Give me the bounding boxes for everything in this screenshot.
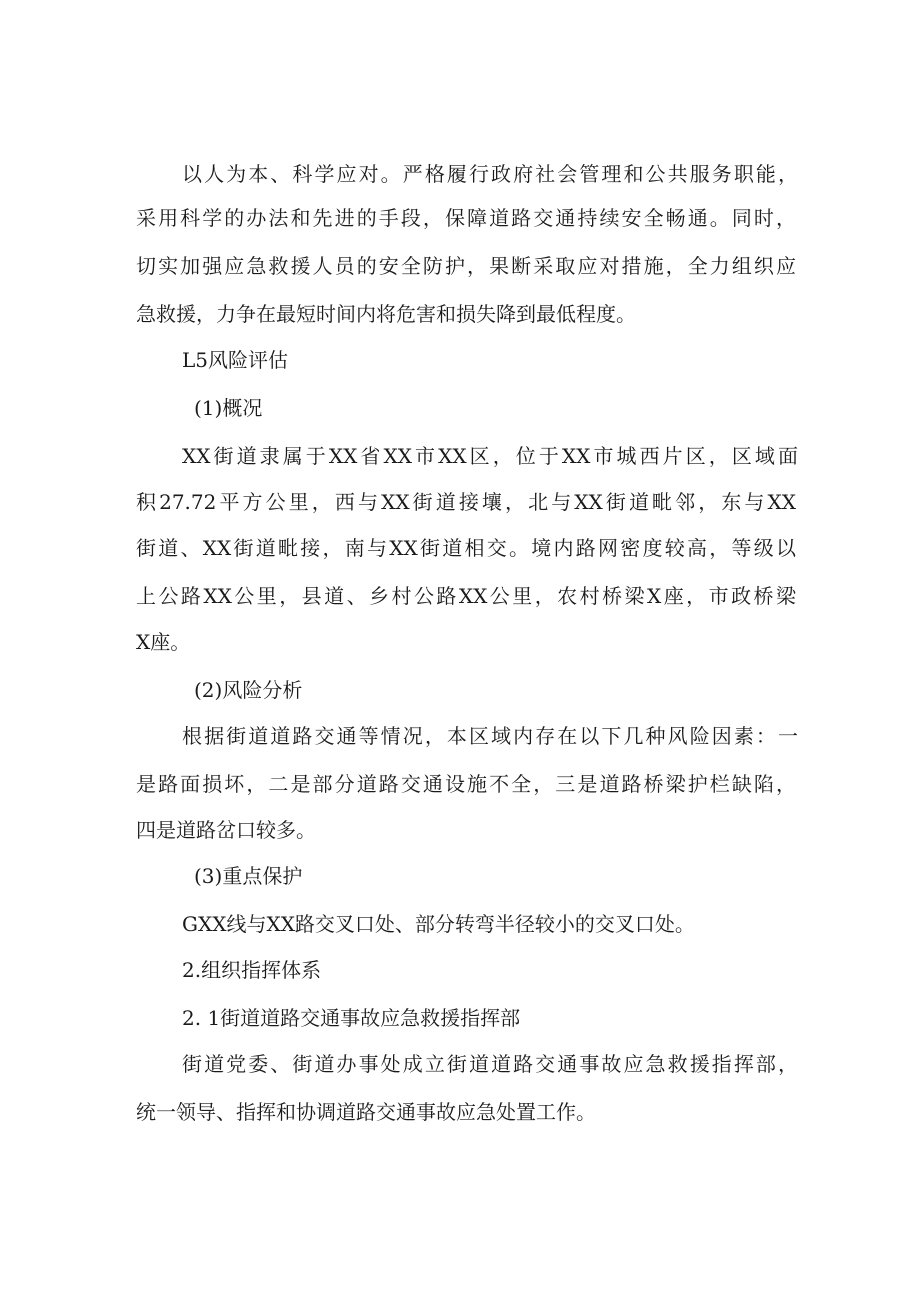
paragraph-2-line-2: 积27.72平方公里，西与XX街道接壤，北与XX街道毗邻，东与XX <box>136 490 796 514</box>
subheading-overview: (1)概况 <box>194 396 263 420</box>
paragraph-3-line-1: 根据街道道路交通等情况，本区域内存在以下几种风险因素：一 <box>182 724 798 748</box>
paragraph-1-line-2: 采用科学的办法和先进的手段，保障道路交通持续安全畅通。同时， <box>136 206 796 230</box>
paragraph-1-line-4: 急救援，力争在最短时间内将危害和损失降到最低程度。 <box>136 302 636 326</box>
section-heading-command-system: 2.组织指挥体系 <box>182 958 322 982</box>
paragraph-3-line-2: 是路面损坏，二是部分道路交通设施不全，三是道路桥梁护栏缺陷， <box>136 772 796 796</box>
section-heading-risk-assessment: L5风险评估 <box>182 348 289 372</box>
paragraph-5-line-1: 街道党委、街道办事处成立街道道路交通事故应急救援指挥部， <box>182 1052 798 1076</box>
subheading-command-headquarters: 2. 1街道道路交通事故应急救援指挥部 <box>182 1006 521 1030</box>
paragraph-2-line-3: 街道、XX街道毗接，南与XX街道相交。境内路网密度较高，等级以 <box>136 536 796 560</box>
paragraph-3-line-3: 四是道路岔口较多。 <box>136 818 316 842</box>
paragraph-1-line-1: 以人为本、科学应对。严格履行政府社会管理和公共服务职能， <box>182 162 798 186</box>
subheading-risk-analysis: (2)风险分析 <box>194 678 303 702</box>
subheading-key-protection: (3)重点保护 <box>194 864 303 888</box>
paragraph-2-line-4: 上公路XX公里，县道、乡村公路XX公里，农村桥梁X座，市政桥梁 <box>136 584 796 608</box>
paragraph-4: GXX线与XX路交叉口处、部分转弯半径较小的交叉口处。 <box>182 912 695 936</box>
paragraph-2-line-1: XX街道隶属于XX省XX市XX区，位于XX市城西片区，区域面 <box>182 444 798 468</box>
paragraph-5-line-2: 统一领导、指挥和协调道路交通事故应急处置工作。 <box>136 1100 596 1124</box>
paragraph-2-line-5: X座。 <box>136 630 191 654</box>
paragraph-1-line-3: 切实加强应急救援人员的安全防护，果断采取应对措施，全力组织应 <box>136 254 796 278</box>
